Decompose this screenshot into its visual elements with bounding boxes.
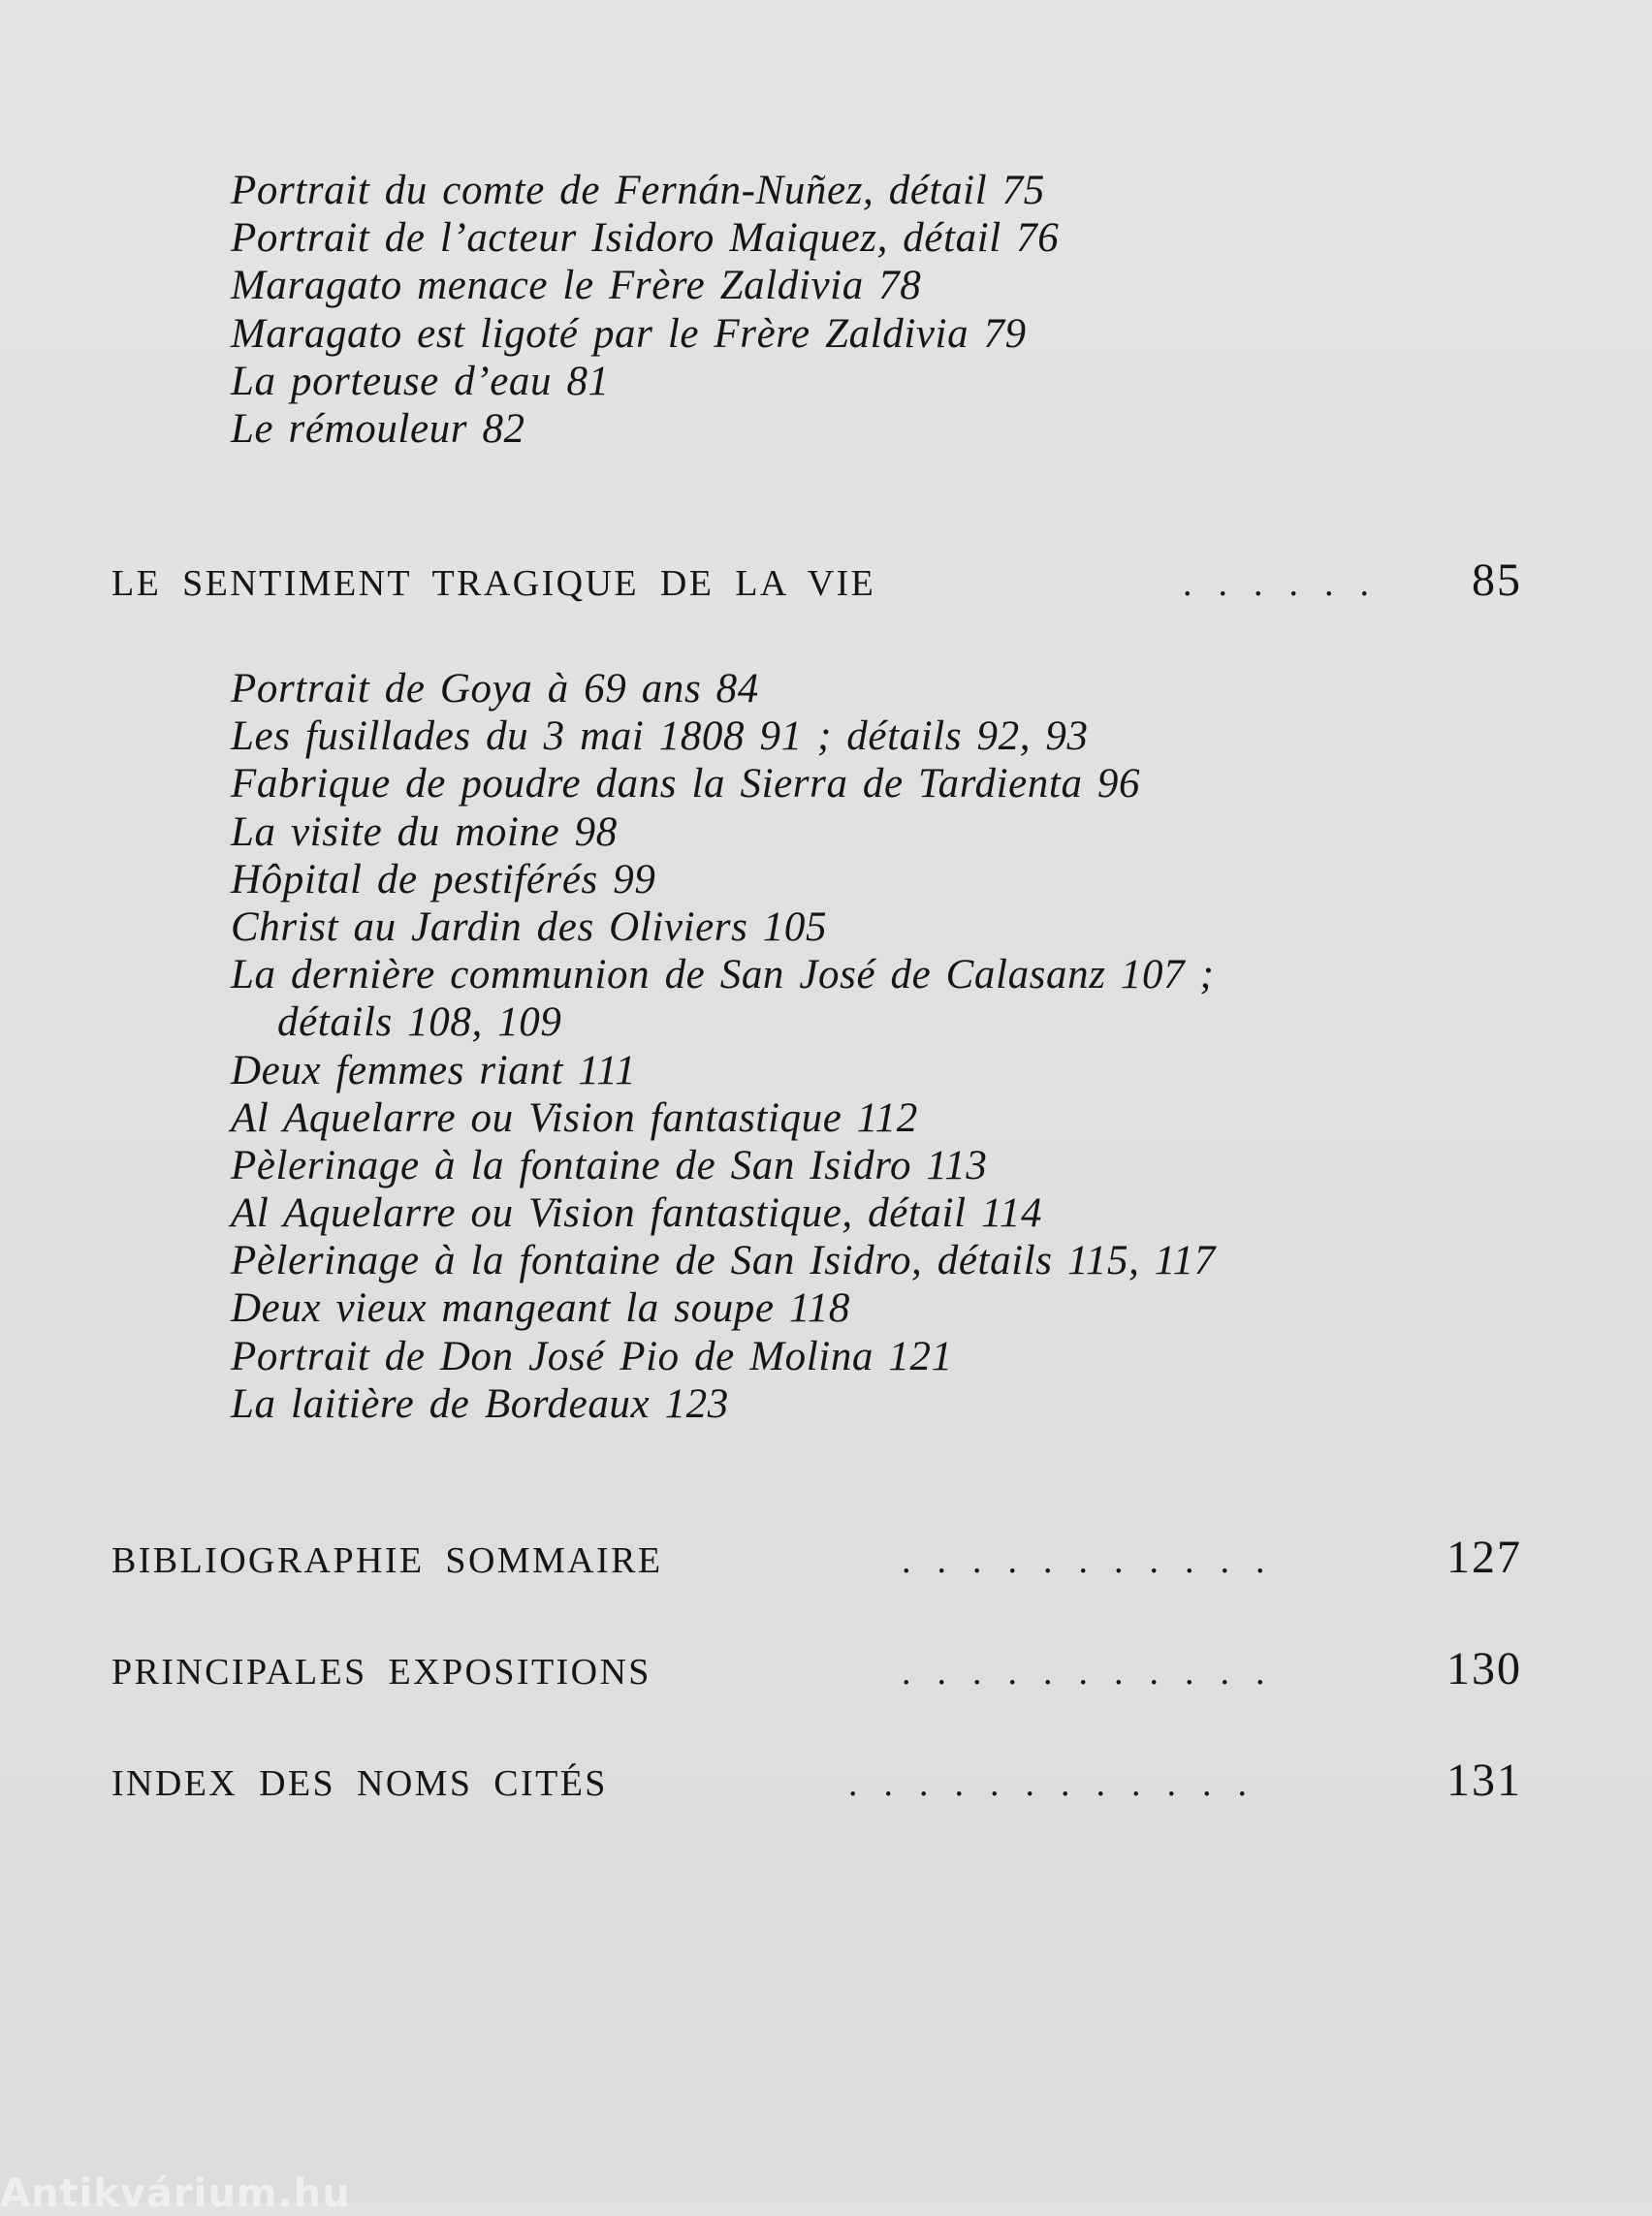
list-item: Pèlerinage à la fontaine de San Isidro, détails 115, 117 (231, 1238, 1216, 1284)
list-item: Al Aquelarre ou Vision fantastique 112 (231, 1094, 918, 1141)
page-number: 130 (1446, 1643, 1522, 1694)
list-item: Les fusillades du 3 mai 1808 91 ; détails 92, 93 (231, 713, 1089, 760)
toc-entry-index (111, 1755, 1522, 1813)
list-item: La visite du moine 98 (231, 808, 618, 855)
dot-leader: ...... (1183, 563, 1395, 604)
list-item: Portrait de Don José Pio de Molina 121 (231, 1333, 953, 1379)
section-title: INDEX DES NOMS CITÉS (111, 1763, 608, 1804)
section-title: LE SENTIMENT TRAGIQUE DE LA VIE (111, 563, 876, 604)
list-item: Maragato est ligoté par le Frère Zaldivia 79 (231, 310, 1027, 357)
toc-entry-expositions (111, 1643, 1522, 1701)
list-item: Portrait du comte de Fernán-Nuñez, détail 75 (231, 168, 1045, 213)
list-item: Portrait de Goya à 69 ans 84 (231, 666, 759, 712)
watermark: Antikvárium.hu (0, 2171, 351, 2216)
illustration-list-tragique (231, 665, 1394, 1428)
list-item: Maragato menace le Frère Zaldivia 78 (231, 263, 922, 309)
list-item: Portrait de l’acteur Isidoro Maiquez, détail 76 (231, 215, 1060, 262)
dot-leader: ............ (848, 1763, 1273, 1804)
list-item: Fabrique de poudre dans la Sierra de Tardienta 96 (231, 761, 1141, 807)
toc-entry-sentiment-tragique (111, 554, 1522, 613)
list-item: Pèlerinage à la fontaine de San Isidro 113 (231, 1142, 988, 1188)
section-title: BIBLIOGRAPHIE SOMMAIRE (111, 1540, 663, 1581)
list-item: La porteuse d’eau 81 (231, 358, 610, 404)
page-number: 85 (1472, 554, 1522, 606)
page-number: 131 (1446, 1755, 1522, 1806)
list-item: La dernière communion de San José de Calasanz 107 ; (231, 952, 1215, 998)
list-item: Le rémouleur 82 (231, 405, 525, 452)
dot-leader: ........... (902, 1652, 1291, 1693)
list-item: La laitière de Bordeaux 123 (231, 1380, 729, 1427)
section-title: PRINCIPALES EXPOSITIONS (111, 1652, 651, 1693)
list-item: Deux femmes riant 111 (231, 1047, 637, 1093)
list-item: Hôpital de pestiférés 99 (231, 856, 656, 902)
dot-leader: ........... (902, 1540, 1291, 1581)
toc-entry-bibliographie (111, 1532, 1522, 1590)
list-item: Al Aquelarre ou Vision fantastique, détail 114 (231, 1190, 1043, 1237)
page-number: 127 (1446, 1532, 1522, 1583)
list-item: Deux vieux mangeant la soupe 118 (231, 1285, 851, 1332)
list-item-continuation: détails 108, 109 (277, 999, 562, 1046)
list-item: Christ au Jardin des Oliviers 105 (231, 903, 828, 950)
illustration-list-continued (231, 167, 1394, 453)
